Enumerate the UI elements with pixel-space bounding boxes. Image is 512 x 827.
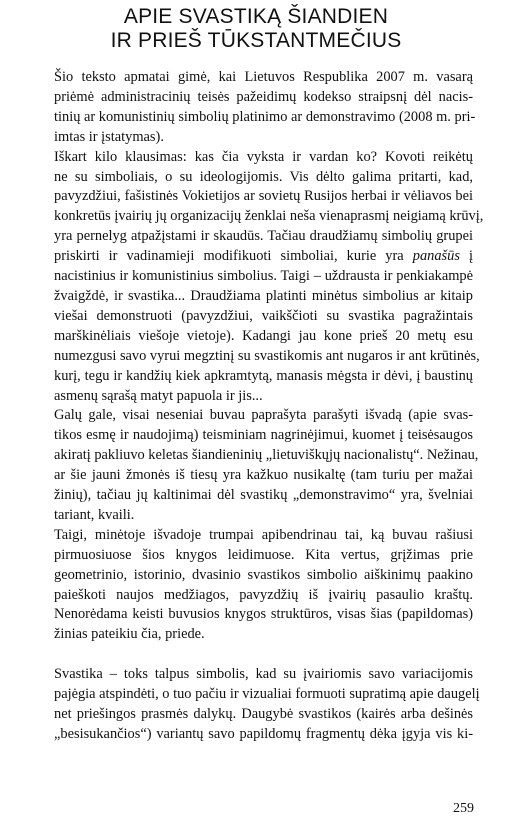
text-line: konkretūs įvairių jų organizacijų ženklai neša vienaprasmį neigiamą krūvį, — [54, 208, 484, 225]
text-line: pirmuosiuose šios knygos leidimuose. Kita vertus, grįžimas prie — [54, 546, 473, 563]
text-line: tinių ar komunistinių simbolių platinimo ar demonstravimo (2008 m. pri- — [54, 108, 476, 125]
text-line: tariant, kvaili. — [54, 506, 135, 523]
paragraph-2 — [36, 148, 484, 407]
text-line: paieškoti naujos medžiagos, pavyzdžių iš įvairių pasaulio kraštų. — [54, 586, 473, 603]
paragraph-5 — [36, 665, 480, 745]
text-line: numezgusi savo vyrui megztinį su svastikomis ant nugaros ir ant krūtinės, — [54, 347, 480, 364]
text-line: pajėgia atspindėti, o tuo pačiu ir vizualiai formuoti supratimą apie daugelį — [54, 686, 480, 703]
text-line: pavyzdžiui, fašistinės Vokietijos ar sovietų Rusijos herbai ir vėliavos bei — [54, 188, 473, 205]
text-line: žvaigždė, ir svastika... Draudžiama platinti minėtus simbolius ar kitaip — [54, 287, 473, 304]
text-line: asmenų sąrašą matyt papuola ir jis... — [54, 387, 263, 404]
body-text — [36, 68, 484, 745]
text-line: žinių), tačiau jų kaltinimai dėl svastikų „demonstravimo“ yra, švelniai — [54, 487, 473, 504]
text-line: akiratį pakliuvo keletas šiandieninių „lietuviškųjų nacionalistų“. Nežinau, — [54, 447, 479, 464]
text-line-with-italic — [36, 247, 473, 267]
page-number: 259 — [453, 801, 474, 816]
text-line: žinias pateikiu čia, priede. — [54, 626, 205, 643]
paragraph-1 — [36, 68, 476, 148]
text-line: viešai demonstruoti (pavyzdžiui, vaikščioti su svastika pagražintais — [54, 307, 473, 324]
text-line: Nenorėdama keisti buvusios knygos struktūros, visas šias (papildomas) — [54, 606, 473, 623]
text-line: Iškart kilo klausimas: kas čia vyksta ir vardan ko? Kovoti reikėtų — [54, 148, 473, 165]
text-segment: į — [459, 248, 473, 265]
text-line: net priešingos prasmės dalykų. Daugybė svastikos (kairės arba dešinės — [54, 706, 473, 723]
chapter-title-line-2: IR PRIEŠ TŪKSTANTMEČIUS — [110, 29, 402, 52]
text-line: kurį, tegu ir kandžių kiek apkramtytą, manasis mėgsta ir dėvi, į baustinų — [54, 367, 473, 384]
text-line: Taigi, minėtoje išvadoje trumpai apibendrinau tai, ką buvau rašiusi — [54, 526, 473, 543]
text-line: priėmė administracinių teisės pažeidimų kodekso straipsnį dėl nacis- — [54, 88, 473, 105]
text-line: ar šie jauni žmonės iš tiesų yra kažkuo nusikaltę (tam turiu per mažai — [54, 467, 473, 484]
italic-word: panašūs — [412, 248, 460, 265]
text-line: nacistinius ir komunistinius simbolius. Taigi – uždrausta ir penkiakampė — [54, 268, 473, 285]
text-line: Svastika – toks talpus simbolis, kad su įvairiomis savo variacijomis — [54, 666, 473, 683]
text-line: Galų gale, visai neseniai buvau paprašyta parašyti išvadą (apie svas- — [54, 407, 473, 424]
text-line: tikos esmę ir naudojimą) teisminiam nagrinėjimui, kuomet į teisėsaugos — [54, 427, 473, 444]
paragraph-4 — [36, 526, 473, 645]
text-line: yra pernelyg atpažįstami ir skaudūs. Tačiau draudžiamų simbolių grupei — [54, 228, 473, 245]
text-segment: priskirti ir vadinamieji modifikuoti simboliai, kurie yra — [54, 248, 413, 265]
text-line: „besisukančios“) variantų savo papildomų fragmentų dėka įgyja vis ki- — [54, 726, 473, 742]
paragraph-3 — [36, 406, 479, 525]
chapter-title-line-1: APIE SVASTIKĄ ŠIANDIEN — [123, 5, 389, 28]
text-line: ne su simboliais, o su ideologijomis. Vis dėlto galima pritarti, kad, — [54, 168, 473, 185]
chapter-title — [0, 5, 512, 53]
text-line: geometrinio, istorinio, dvasinio svastikos simbolio aiškinimų paakino — [54, 566, 473, 583]
text-line: imtas ir įstatymas). — [54, 128, 164, 145]
text-line: marškinėliais viešoje vietoje). Kadangi jau kone prieš 20 metų esu — [54, 327, 473, 344]
text-line: Šio teksto apmatai gimė, kai Lietuvos Respublika 2007 m. vasarą — [54, 69, 473, 85]
